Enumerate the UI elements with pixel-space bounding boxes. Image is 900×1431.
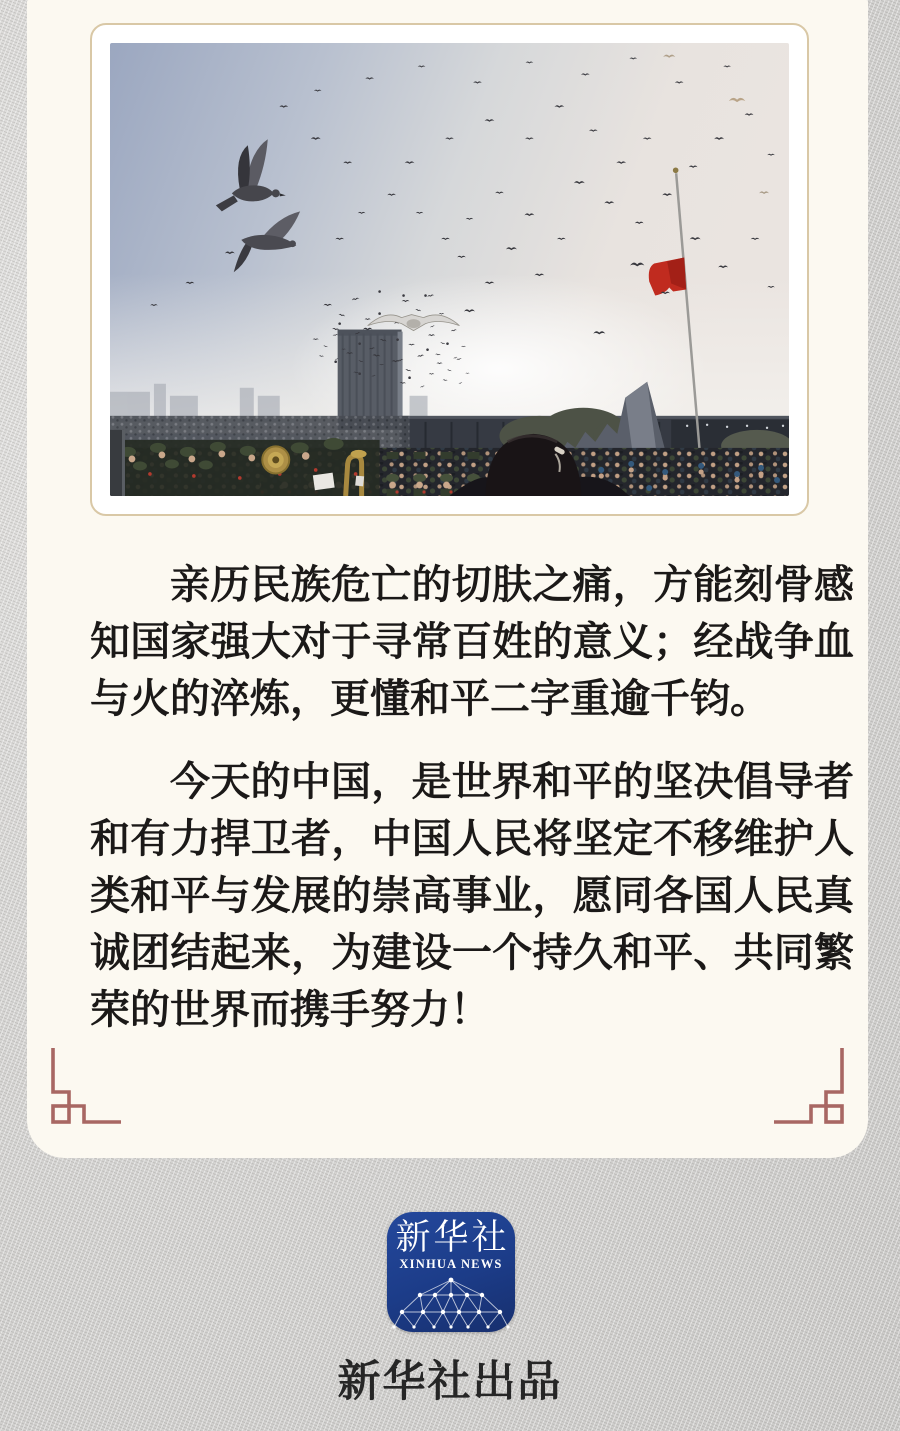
logo-title: 新华社	[395, 1218, 510, 1257]
logo-subtitle: XINHUA NEWS	[399, 1257, 503, 1271]
photo-frame	[90, 23, 809, 516]
photo-memorial-tower	[338, 330, 403, 430]
paragraph-2: 今天的中国，是世界和平的坚决倡导者和有力捍卫者，中国人民将坚定不移维护人类和平与发展的崇高事业，愿同各国人民真诚团结起来，为建设一个持久和平、共同繁荣的世界而携手努力！	[90, 759, 854, 1032]
corner-ornament-left	[51, 1048, 123, 1126]
content-card	[27, 0, 868, 1158]
network-dome-icon	[390, 1275, 512, 1329]
xinhua-logo	[387, 1212, 515, 1332]
footer-caption: 新华社出品	[337, 1358, 563, 1406]
corner-ornament-right	[772, 1048, 844, 1126]
article-text	[90, 556, 854, 1038]
ceremony-photo	[110, 43, 789, 496]
paragraph-1: 亲历民族危亡的切肤之痛，方能刻骨感知国家强大对于寻常百姓的意义；经战争血与火的淬炼，更懂和平二字重逾千钧。	[90, 562, 854, 721]
